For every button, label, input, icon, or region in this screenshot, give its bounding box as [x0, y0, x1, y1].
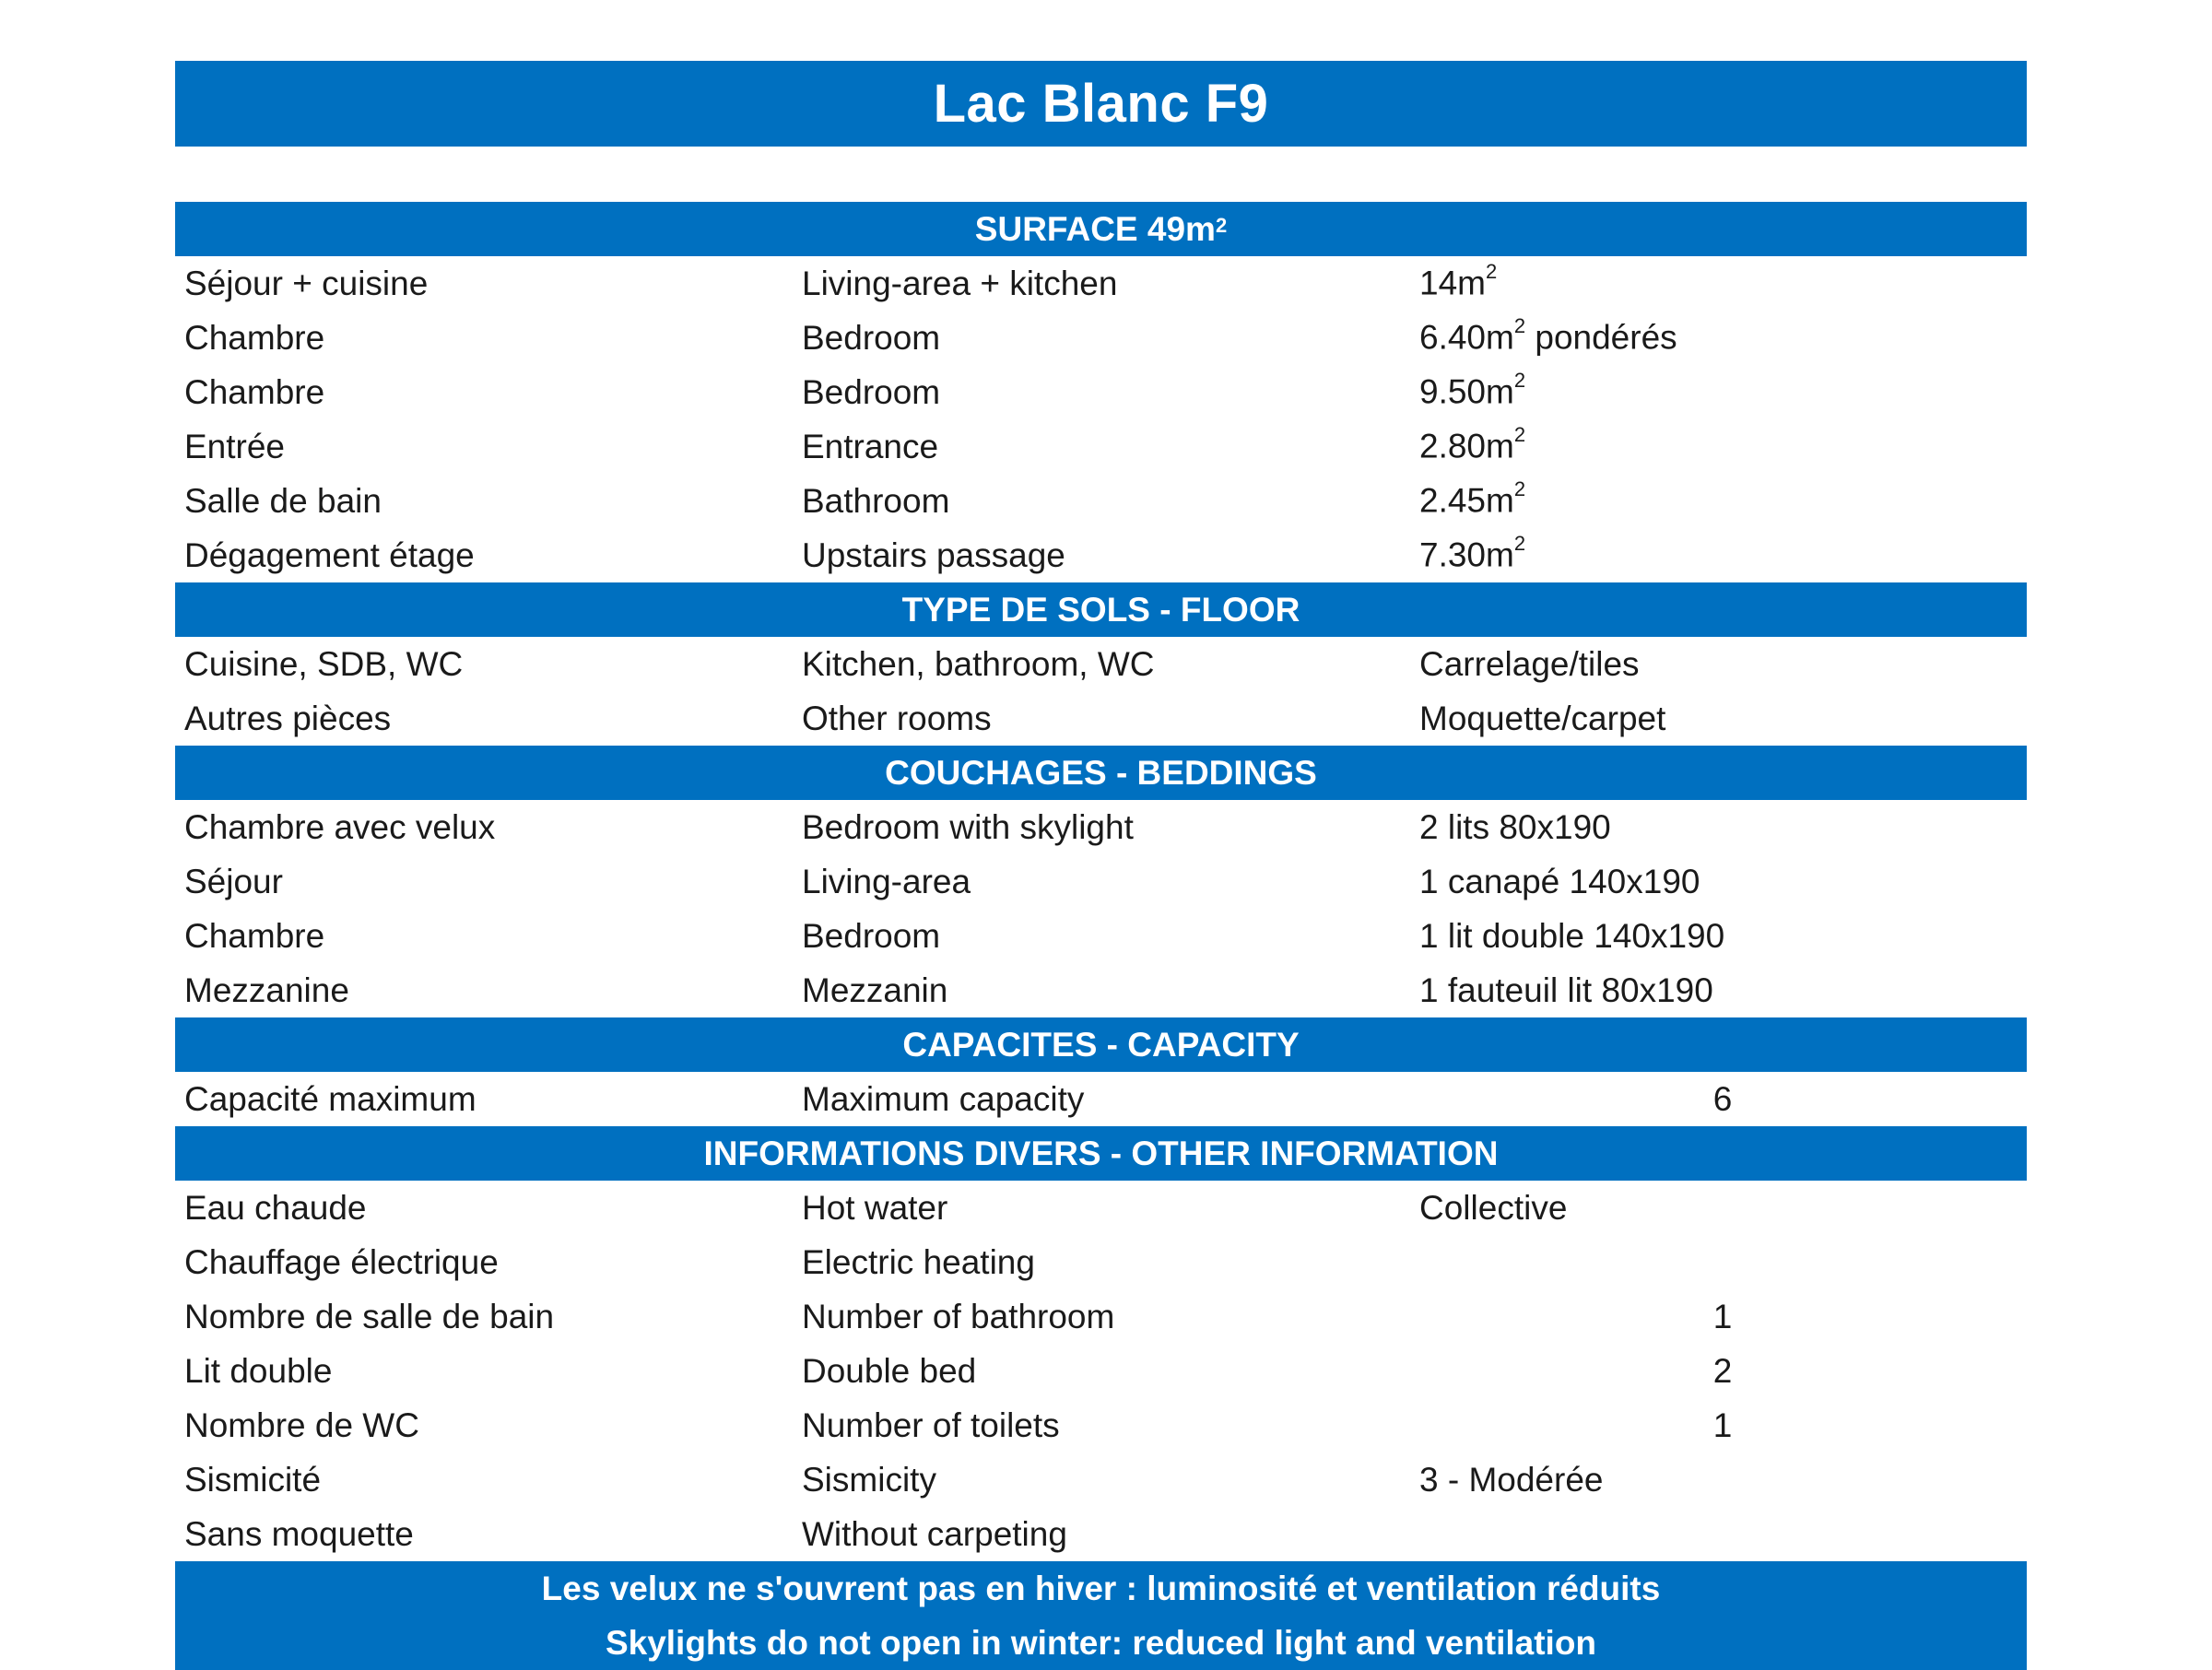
- value-cell: [1410, 1189, 2027, 1228]
- table-row: [175, 691, 2027, 746]
- label-en: Bedroom: [802, 916, 941, 955]
- table-row: [175, 474, 2027, 528]
- label-en: Upstairs passage: [802, 535, 1065, 574]
- value-number: 1: [1712, 1405, 1733, 1444]
- label-en: Kitchen, bathroom, WC: [802, 644, 1155, 683]
- table-row: [175, 1072, 2027, 1126]
- superscript: 2: [1513, 369, 1526, 393]
- value-cell: [1410, 532, 2027, 574]
- value-cell: [1410, 1461, 2027, 1499]
- label-fr: Eau chaude: [184, 1188, 367, 1227]
- label-en: Maximum capacity: [802, 1079, 1085, 1118]
- value-number: 1: [1712, 1297, 1733, 1335]
- label-en: Sismicity: [802, 1460, 936, 1499]
- value-text: 2.45m: [1419, 481, 1514, 520]
- label-fr: Chambre: [184, 372, 325, 411]
- table-row: [175, 637, 2027, 691]
- skylight-notice: [175, 1561, 2027, 1670]
- label-fr: Nombre de WC: [184, 1405, 419, 1444]
- value-cell: [1410, 369, 2027, 411]
- label-en: Entrance: [802, 427, 939, 465]
- value-text: 7.30m: [1419, 535, 1514, 574]
- table-row: [175, 1507, 2027, 1561]
- label-fr: Chauffage électrique: [184, 1242, 499, 1281]
- table-row: [175, 1398, 2027, 1452]
- label-en: Without carpeting: [802, 1514, 1067, 1553]
- value-text: Collective: [1419, 1188, 1568, 1227]
- label-en: Bedroom with skylight: [802, 807, 1134, 846]
- table-row: [175, 1289, 2027, 1344]
- beddings-rows: [175, 800, 2027, 1017]
- label-fr: Capacité maximum: [184, 1079, 477, 1118]
- table-row: [175, 963, 2027, 1017]
- value-cell: [1410, 423, 2027, 465]
- label-en: Bathroom: [802, 481, 950, 520]
- value-number: 2: [1712, 1351, 1733, 1390]
- value-cell: Carrelage/tiles: [1419, 644, 1640, 683]
- table-row: [175, 909, 2027, 963]
- label-fr: Chambre: [184, 916, 325, 955]
- label-en: Bedroom: [802, 318, 941, 357]
- value-text: 6.40m: [1419, 318, 1514, 357]
- label-fr: Séjour + cuisine: [184, 264, 429, 302]
- label-fr: Chambre: [184, 318, 325, 357]
- value-cell: 1 canapé 140x190: [1419, 862, 1700, 900]
- table-row: [175, 1235, 2027, 1289]
- superscript: 2: [1513, 532, 1526, 556]
- superscript: 2: [1513, 423, 1526, 447]
- section-header-beddings: [175, 746, 2027, 800]
- fact-sheet: [175, 61, 2027, 1670]
- value-text: 14m: [1419, 264, 1486, 302]
- label-fr: Dégagement étage: [184, 535, 475, 574]
- table-row: [175, 311, 2027, 365]
- label-fr: Salle de bain: [184, 481, 382, 520]
- value-suffix: pondérés: [1525, 318, 1677, 357]
- table-row: [175, 419, 2027, 474]
- value-cell: 1 fauteuil lit 80x190: [1419, 970, 1713, 1009]
- surface-rows: [175, 256, 2027, 582]
- label-en: Bedroom: [802, 372, 941, 411]
- label-en: Mezzanin: [802, 970, 948, 1009]
- label-fr: Nombre de salle de bain: [184, 1297, 555, 1335]
- label-fr: Mezzanine: [184, 970, 349, 1009]
- section-header-text: SURFACE 49m: [974, 209, 1216, 248]
- value-cell: 1 lit double 140x190: [1419, 916, 1725, 955]
- label-fr: Sans moquette: [184, 1514, 414, 1553]
- superscript: 2: [1215, 213, 1228, 237]
- label-en: Number of toilets: [802, 1405, 1060, 1444]
- section-header-text: INFORMATIONS DIVERS - OTHER INFORMATION: [703, 1134, 1499, 1172]
- section-header-text: CAPACITES - CAPACITY: [902, 1025, 1300, 1064]
- label-en: Hot water: [802, 1188, 948, 1227]
- table-row: [175, 1344, 2027, 1398]
- superscript: 2: [1513, 477, 1526, 501]
- superscript: 2: [1485, 260, 1498, 284]
- label-fr: Entrée: [184, 427, 286, 465]
- section-header-surface: [175, 202, 2027, 256]
- label-fr: Séjour: [184, 862, 283, 900]
- superscript: 2: [1513, 314, 1526, 338]
- capacity-rows: [175, 1072, 2027, 1126]
- table-row: [175, 1452, 2027, 1507]
- label-en: Living-area + kitchen: [802, 264, 1118, 302]
- table-row: [175, 256, 2027, 311]
- value-text: 2.80m: [1419, 427, 1514, 465]
- other-rows: [175, 1181, 2027, 1561]
- section-header-other-information: [175, 1126, 2027, 1181]
- floor-rows: [175, 637, 2027, 746]
- label-fr: Cuisine, SDB, WC: [184, 644, 464, 683]
- value-cell: 2 lits 80x190: [1419, 807, 1611, 846]
- label-en: Number of bathroom: [802, 1297, 1115, 1335]
- table-row: [175, 528, 2027, 582]
- label-fr: Lit double: [184, 1351, 333, 1390]
- value-text: 3 - Modérée: [1419, 1460, 1604, 1499]
- label-en: Living-area: [802, 862, 971, 900]
- table-row: [175, 1181, 2027, 1235]
- section-header-capacity: [175, 1017, 2027, 1072]
- value-number: 6: [1712, 1079, 1733, 1118]
- label-fr: Autres pièces: [184, 699, 392, 737]
- value-cell: [1410, 314, 2027, 357]
- label-en: Other rooms: [802, 699, 992, 737]
- section-header-text: TYPE DE SOLS - FLOOR: [901, 590, 1300, 629]
- spacer: [175, 147, 2027, 202]
- value-cell: [1410, 260, 2027, 302]
- table-row: [175, 800, 2027, 854]
- section-header-text: COUCHAGES - BEDDINGS: [885, 753, 1317, 792]
- notice-line-en: Skylights do not open in winter: reduced light and ventilation: [605, 1624, 1597, 1662]
- label-en: Double bed: [802, 1351, 977, 1390]
- table-row: [175, 365, 2027, 419]
- value-cell: [1410, 477, 2027, 520]
- value-cell: Moquette/carpet: [1419, 699, 1666, 737]
- page-title-text: Lac Blanc F9: [933, 74, 1269, 134]
- notice-line-fr: Les velux ne s'ouvrent pas en hiver : luminosité et ventilation réduits: [541, 1570, 1661, 1607]
- section-header-floor: [175, 582, 2027, 637]
- label-en: Electric heating: [802, 1242, 1035, 1281]
- label-fr: Chambre avec velux: [184, 807, 496, 846]
- value-text: 9.50m: [1419, 372, 1514, 411]
- page-title: [175, 61, 2027, 147]
- table-row: [175, 854, 2027, 909]
- label-fr: Sismicité: [184, 1460, 322, 1499]
